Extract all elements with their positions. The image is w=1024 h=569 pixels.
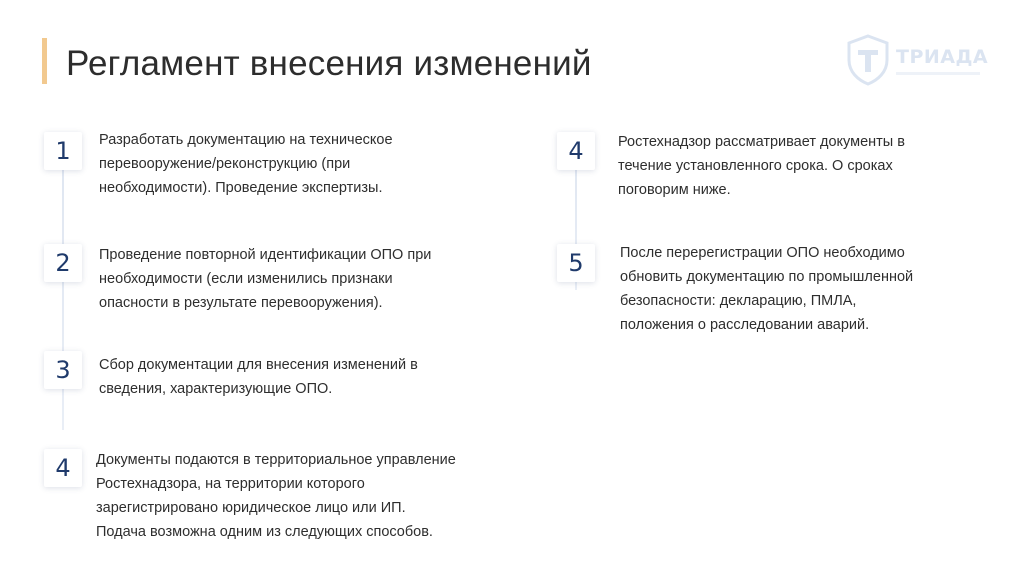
step-number-box [557, 132, 595, 170]
step-line: Ростехнадзора, на территории которого [96, 476, 365, 492]
company-logo [846, 34, 996, 88]
step-description [618, 130, 905, 202]
step-number-box [44, 351, 82, 389]
step-line: поговорим ниже. [618, 182, 731, 198]
shield-logo-icon [846, 34, 890, 86]
step-line: перевооружение/реконструкцию (при [99, 156, 351, 172]
step-number-box [44, 132, 82, 170]
step-line: положения о расследовании аварий. [620, 317, 870, 333]
step-line: Документы подаются в территориальное управление [96, 452, 456, 468]
step-number: 4 [55, 454, 71, 482]
step-line: зарегистрировано юридическое лицо или ИП. [96, 500, 406, 516]
step-line: сведения, характеризующие ОПО. [99, 381, 333, 397]
step-line: Разработать документацию на техническое [99, 132, 393, 148]
step-line: необходимости (если изменились признаки [99, 271, 393, 287]
step-description [99, 353, 418, 401]
step-description [96, 448, 456, 544]
step-line: безопасности: декларацию, ПМЛА, [620, 293, 857, 309]
step-line: Проведение повторной идентификации ОПО при [99, 247, 432, 263]
step-number: 2 [55, 249, 71, 277]
title-accent-bar [42, 38, 47, 84]
step-description [620, 241, 913, 337]
step-line: опасности в результате перевооружения). [99, 295, 383, 311]
step-line: обновить документацию по промышленной [620, 269, 914, 285]
step-line: Ростехнадзор рассматривает документы в [618, 134, 905, 150]
page-title: Регламент внесения изменений [66, 44, 592, 83]
step-line: течение установленного срока. О сроках [618, 158, 893, 174]
step-number: 3 [55, 356, 71, 384]
step-number-box [44, 449, 82, 487]
step-number: 4 [568, 137, 584, 165]
step-number-box [44, 244, 82, 282]
step-number: 1 [55, 137, 71, 165]
step-description [99, 243, 431, 315]
step-number: 5 [568, 249, 584, 277]
step-line: необходимости). Проведение экспертизы. [99, 180, 383, 196]
step-line: Сбор документации для внесения изменений в [99, 357, 418, 373]
logo-tagline-bar [896, 72, 980, 75]
step-line: После перерегистрации ОПО необходимо [620, 245, 905, 261]
step-line: Подача возможна одним из следующих способов. [96, 524, 433, 540]
step-description [99, 128, 393, 200]
logo-text: ТРИАДА [896, 46, 989, 68]
step-number-box [557, 244, 595, 282]
